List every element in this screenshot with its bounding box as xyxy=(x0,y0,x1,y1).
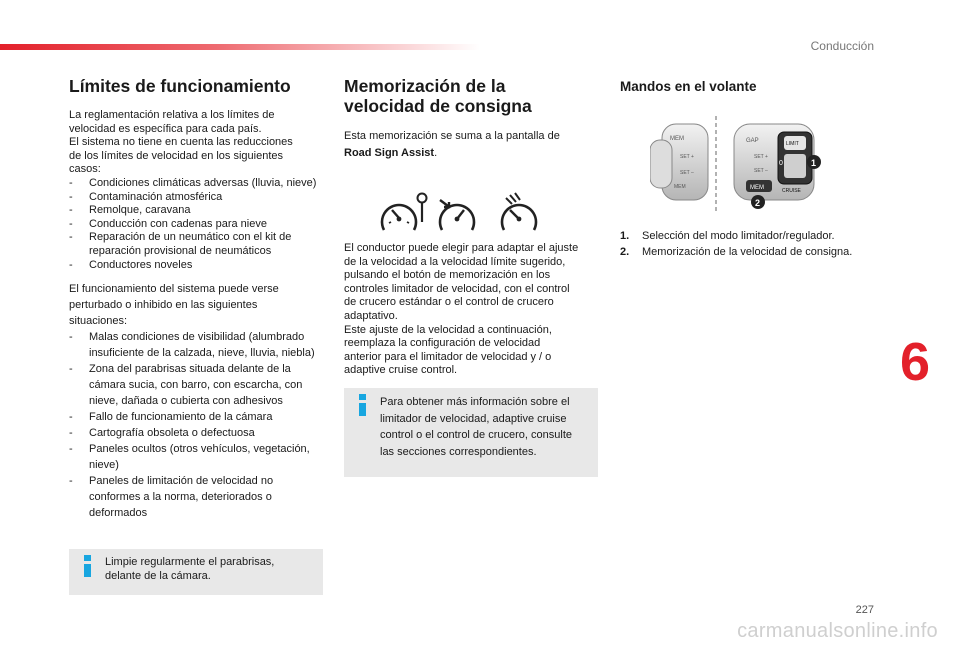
text-line: reemplaza la configuración de velocidad xyxy=(344,337,541,350)
column-memorization xyxy=(344,76,600,377)
text-line: perturbado o inhibido en las siguientes xyxy=(69,299,258,312)
chapter-title: Conducción xyxy=(810,39,874,53)
limits-cases-list xyxy=(69,177,325,272)
list-item: - Cartografía obsoleta o defectuosa xyxy=(69,425,325,441)
text-line: adaptativo. xyxy=(344,309,398,322)
limits-situations-list xyxy=(69,329,325,521)
text-line: El conductor puede elegir para adaptar el ajuste xyxy=(344,242,579,254)
legend-text: Selección del modo limitador/regulador. xyxy=(642,230,835,242)
list-item: - Remolque, caravana xyxy=(69,204,325,218)
list-item: - Paneles ocultos (otros vehículos, vegetación, nieve) xyxy=(69,441,325,473)
legend-text: Memorización de la velocidad de consigna. xyxy=(642,246,853,258)
memorization-intro xyxy=(344,128,600,162)
info-text-line: limitador de velocidad, adaptive cruise xyxy=(380,412,567,425)
limit-label: LIMIT xyxy=(786,141,799,147)
info-text-line: control o el control de crucero, consulte xyxy=(380,429,572,441)
mem-label: MEM xyxy=(670,136,684,142)
section-title-memorization xyxy=(344,76,600,116)
road-sign-assist-label: Road Sign Assist xyxy=(344,147,435,159)
section-title-steering-controls: Mandos en el volante xyxy=(620,79,757,94)
section-title-limits: Límites de funcionamiento xyxy=(69,76,291,96)
text-line: El sistema no tiene en cuenta las reducciones xyxy=(69,136,293,149)
callout-2-icon xyxy=(751,195,765,209)
info-box-clean-windshield xyxy=(69,549,323,595)
callout-2-label: 2 xyxy=(755,198,761,208)
info-text-line: las secciones correspondientes. xyxy=(380,445,537,458)
left-control-stalk xyxy=(650,124,708,200)
text-line: de la velocidad a la velocidad límite sugerido, xyxy=(344,255,566,268)
text-line: La reglamentación relativa a los límites de xyxy=(69,109,275,121)
list-item: - Conducción con cadenas para nieve xyxy=(69,218,325,232)
text-line: de crucero estándar o el control de crucero xyxy=(344,296,554,309)
set-minus-label: SET – xyxy=(754,168,768,174)
list-item: - Malas condiciones de visibilidad (alumbrado insuficiente de la calzada, nieve, lluvia, niebla) xyxy=(69,329,325,361)
callout-1-icon xyxy=(807,155,821,169)
steering-wheel-controls-illustration xyxy=(650,114,870,214)
info-icon xyxy=(81,555,93,577)
set-minus-label: SET – xyxy=(680,170,694,176)
adaptive-cruise-control-icon xyxy=(502,193,536,230)
list-item: - Paneles de limitación de velocidad no conformes a la norma, deteriorados o deformados xyxy=(69,473,325,521)
text-line: controles limitador de velocidad, con el control xyxy=(344,282,570,295)
legend-number: 1. xyxy=(620,230,630,242)
list-item: - Condiciones climáticas adversas (lluvia, nieve) xyxy=(69,177,325,191)
list-item: - Zona del parabrisas situada delante de la cámara sucia, con barro, con escarcha, con nieve, dañada o cubierta con adhesivos xyxy=(69,361,325,409)
text-line: anterior para el limitador de velocidad y / o xyxy=(344,350,552,363)
column-limits xyxy=(69,76,325,521)
right-control-stalk xyxy=(734,124,817,200)
legend-item xyxy=(620,228,910,244)
text-line: situaciones: xyxy=(69,315,128,328)
speed-regulation-icons xyxy=(380,190,550,236)
zero-label: 0 xyxy=(779,160,783,167)
text-line: velocidad es específica para cada país. xyxy=(69,122,262,135)
list-item: - Fallo de funcionamiento de la cámara xyxy=(69,409,325,425)
controls-legend xyxy=(620,228,910,260)
gap-label: GAP xyxy=(746,138,759,144)
limits-intro xyxy=(69,109,325,177)
cruise-label: CRUISE xyxy=(782,188,801,194)
header-accent-bar xyxy=(0,44,480,50)
chapter-tab-number: 6 xyxy=(899,332,930,392)
text-line: Este ajuste de la velocidad a continuación, xyxy=(344,323,552,336)
watermark: carmanualsonline.info xyxy=(737,620,938,642)
info-text-line: Limpie regularmente el parabrisas, xyxy=(105,556,275,568)
list-item: - Reparación de un neumático con el kit de reparación provisional de neumáticos xyxy=(69,231,325,258)
text-line: pulsando el botón de memorización en los xyxy=(344,269,551,282)
cruise-control-icon xyxy=(440,200,474,230)
text-line: El funcionamiento del sistema puede verse xyxy=(69,283,279,296)
mem-button-label: MEM xyxy=(750,185,764,191)
intro-text: Esta memorización se suma a la pantalla de xyxy=(344,130,560,142)
info-text-line: Para obtener más información sobre el xyxy=(380,396,570,408)
page-number: 227 xyxy=(855,604,874,616)
title-line: velocidad de consigna xyxy=(344,96,532,116)
text-line: de los límites de velocidad en los siguientes xyxy=(69,149,284,162)
limits-situations xyxy=(69,281,325,521)
set-plus-label: SET + xyxy=(754,154,768,160)
memorization-body xyxy=(344,242,600,378)
info-icon xyxy=(356,394,368,416)
set-plus-label: SET + xyxy=(680,154,694,160)
intro-end: . xyxy=(434,147,438,159)
info-text-line: delante de la cámara. xyxy=(105,570,211,582)
text-line: casos: xyxy=(69,163,101,176)
callout-1-label: 1 xyxy=(811,158,817,168)
list-item: - Contaminación atmosférica xyxy=(69,191,325,205)
info-box-more-information xyxy=(344,388,598,477)
column-steering-controls xyxy=(620,76,890,96)
text-line: adaptive cruise control. xyxy=(344,364,458,377)
legend-number: 2. xyxy=(620,246,630,258)
legend-item xyxy=(620,244,910,260)
mem-label: MEM xyxy=(674,184,686,190)
list-item: - Conductores noveles xyxy=(69,259,325,273)
speed-limiter-icon xyxy=(382,194,427,231)
title-line: Memorización de la xyxy=(344,76,506,96)
